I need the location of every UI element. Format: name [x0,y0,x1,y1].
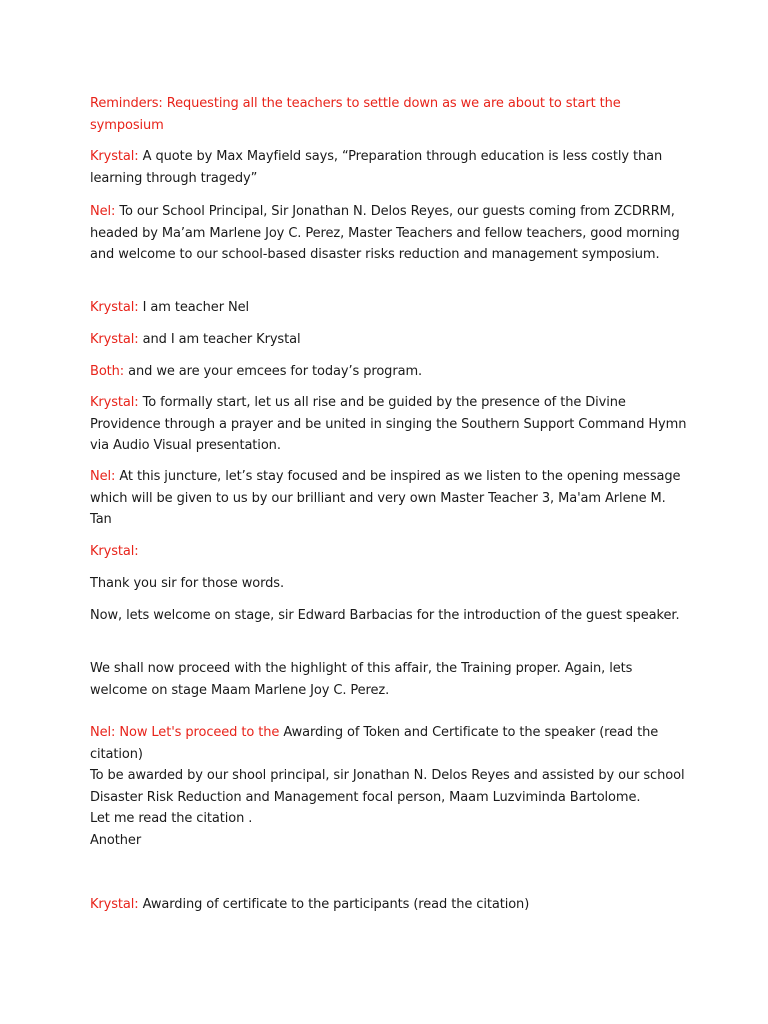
speaker-label: Nel: [90,469,116,484]
paragraph-text: Awarding of Token and Certificate to the speaker (read the citation) [90,725,659,762]
speaker-label: Krystal: [90,544,139,559]
paragraph-krystal-label [90,541,690,563]
paragraph-opening-message [90,466,690,531]
paragraph-welcome [90,201,690,266]
speaker-label: Krystal: [90,332,139,347]
speaker-label: Nel: [90,204,116,219]
paragraph-text: We shall now proceed with the highlight of this affair, the Training proper. Again, lets welcome on stage Maam Marlene Joy C. Perez. [90,661,633,698]
speaker-label: Krystal: [90,300,139,315]
paragraph-line: Let me read the citation . [90,811,253,826]
speaker-label: Krystal: [90,149,139,164]
speaker-label: Both: [90,364,125,379]
paragraph-line: To be awarded by our shool principal, sir Jonathan N. Delos Reyes and assisted by our school Disaster Risk Reduction and Management focal person, Maam Luzviminda Bartolome. [90,768,685,805]
paragraph-text: A quote by Max Mayfield says, “Preparation through education is less costly than learning through tragedy” [90,149,663,186]
paragraph-training-proper [90,658,690,701]
paragraph-text: and we are your emcees for today’s program. [124,364,423,379]
paragraph-intro-krystal [90,329,690,351]
paragraph-quote [90,146,690,189]
speaker-label: Krystal: [90,395,139,410]
paragraph-text: Now, lets welcome on stage, sir Edward Barbacias for the introduction of the guest speaker. [90,608,680,623]
paragraph-awarding-participants [90,894,690,916]
paragraph-emcees [90,361,690,383]
paragraph-text: Thank you sir for those words. [90,576,284,591]
paragraph-awarding-token [90,722,690,851]
paragraph-prayer [90,392,690,457]
paragraph-text: At this juncture, let’s stay focused and be inspired as we listen to the opening message which will be given to us by our brilliant and very own Master Teacher 3, Ma'am Arlene M. Tan [90,469,681,527]
reminders-text: Reminders: Requesting all the teachers to settle down as we are about to start the symposium [90,96,621,133]
paragraph-text: I am teacher Nel [138,300,250,315]
paragraph-line: Another [90,832,142,848]
paragraph-thanks [90,573,690,595]
paragraph-text: Awarding of certificate to the participants (read the citation) [138,897,530,912]
paragraph-text: To formally start, let us all rise and be guided by the presence of the Divine Providence through a prayer and be united in singing the Southern Support Command Hymn via Audio Visual presentation. [90,395,687,453]
paragraph-intro-nel [90,297,690,319]
reminders-paragraph [90,93,690,136]
paragraph-text: To our School Principal, Sir Jonathan N. Delos Reyes, our guests coming from ZCDRRM, headed by Ma’am Marlene Joy C. Perez, Master Teachers and fellow teachers, good morning and welcome to our school-based disaster risks reduction and management symposium. [90,204,680,262]
speaker-label: Nel: Now Let's proceed to the [90,725,280,740]
paragraph-text: and I am teacher Krystal [138,332,301,347]
speaker-label: Krystal: [90,897,139,912]
paragraph-guest-intro [90,605,690,627]
